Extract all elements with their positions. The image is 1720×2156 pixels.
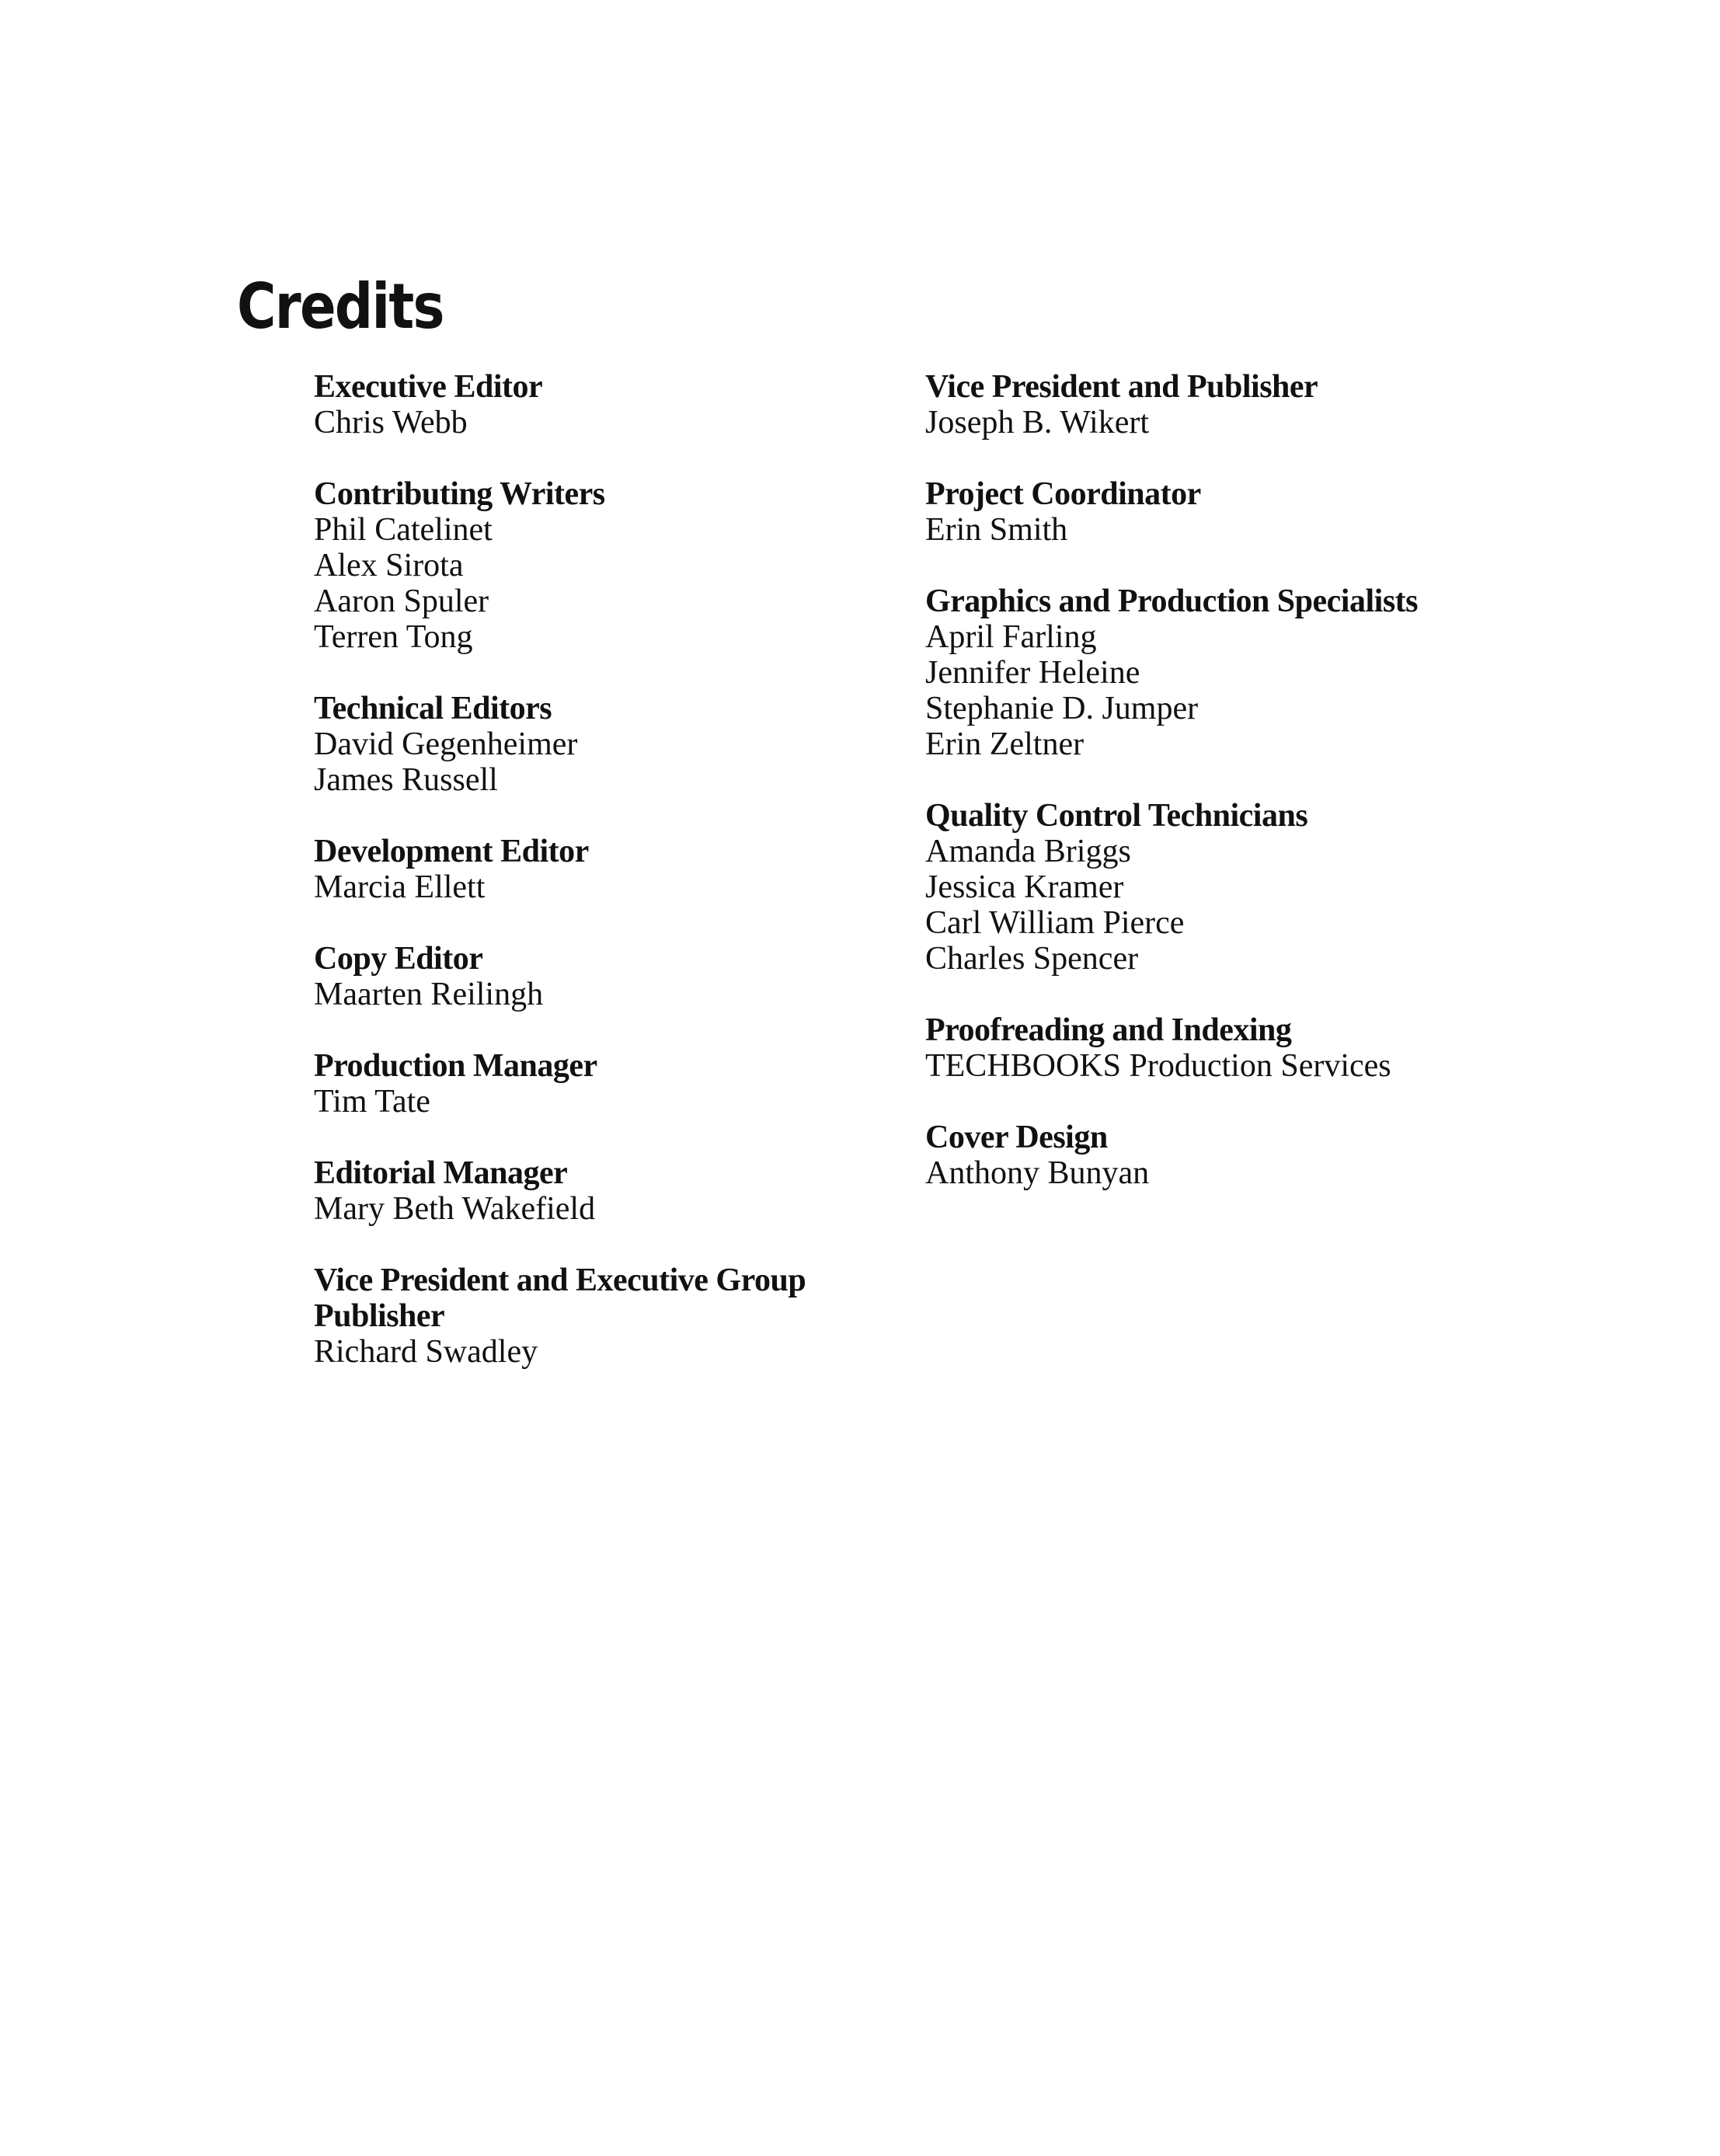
page-title: Credits: [237, 270, 444, 343]
credit-group: [314, 369, 873, 441]
credit-group: [314, 1048, 873, 1120]
credit-role: Executive Editor: [314, 369, 543, 405]
credit-name: Carl William Pierce: [925, 905, 1185, 941]
credit-name: TECHBOOKS Production Services: [925, 1048, 1391, 1084]
credit-group: [314, 834, 873, 905]
credit-name: Joseph B. Wikert: [925, 405, 1150, 441]
credit-role: Vice President and Executive Group Publisher: [314, 1263, 806, 1334]
credit-name: Aaron Spuler: [314, 583, 489, 619]
credit-group: [314, 941, 873, 1012]
credit-name: Chris Webb: [314, 405, 468, 441]
credit-group: [925, 1012, 1562, 1084]
credit-role: Cover Design: [925, 1120, 1108, 1155]
credit-group: [314, 476, 873, 655]
credit-role: Contributing Writers: [314, 476, 605, 512]
credit-group: [314, 1263, 873, 1370]
credit-role: Quality Control Technicians: [925, 798, 1308, 834]
credit-role: Technical Editors: [314, 691, 552, 726]
credit-name: Alex Sirota: [314, 548, 464, 583]
credit-name: April Farling: [925, 619, 1097, 655]
credit-name: Stephanie D. Jumper: [925, 691, 1199, 726]
credit-name: Amanda Briggs: [925, 834, 1131, 869]
credit-name: Phil Catelinet: [314, 512, 493, 548]
credit-name: Jessica Kramer: [925, 869, 1124, 905]
credit-group: [925, 476, 1562, 548]
credit-group: [925, 583, 1562, 762]
credit-group: [925, 1120, 1562, 1191]
credit-role: Vice President and Publisher: [925, 369, 1318, 405]
credit-name: David Gegenheimer: [314, 726, 578, 762]
credit-name: Jennifer Heleine: [925, 655, 1140, 691]
credit-role: Proofreading and Indexing: [925, 1012, 1292, 1048]
credit-group: [314, 691, 873, 798]
credit-name: Anthony Bunyan: [925, 1155, 1150, 1191]
credit-role: Production Manager: [314, 1048, 597, 1084]
credit-name: Erin Zeltner: [925, 726, 1085, 762]
credits-column-left: [314, 369, 873, 1405]
credits-column-right: [925, 369, 1562, 1227]
credit-name: Marcia Ellett: [314, 869, 486, 905]
credit-group: [925, 369, 1562, 441]
credit-role: Graphics and Production Specialists: [925, 583, 1418, 619]
credit-name: Terren Tong: [314, 619, 473, 655]
credit-name: Maarten Reilingh: [314, 977, 544, 1012]
credit-role: Development Editor: [314, 834, 589, 869]
credit-role: Editorial Manager: [314, 1155, 568, 1191]
credit-role: Project Coordinator: [925, 476, 1201, 512]
credit-role: Copy Editor: [314, 941, 483, 977]
credit-name: Tim Tate: [314, 1084, 430, 1120]
credit-name: James Russell: [314, 762, 498, 798]
credit-name: Erin Smith: [925, 512, 1068, 548]
credit-group: [925, 798, 1562, 977]
credit-name: Charles Spencer: [925, 941, 1139, 977]
credit-name: Mary Beth Wakefield: [314, 1191, 596, 1227]
credit-group: [314, 1155, 873, 1227]
credit-name: Richard Swadley: [314, 1334, 538, 1370]
